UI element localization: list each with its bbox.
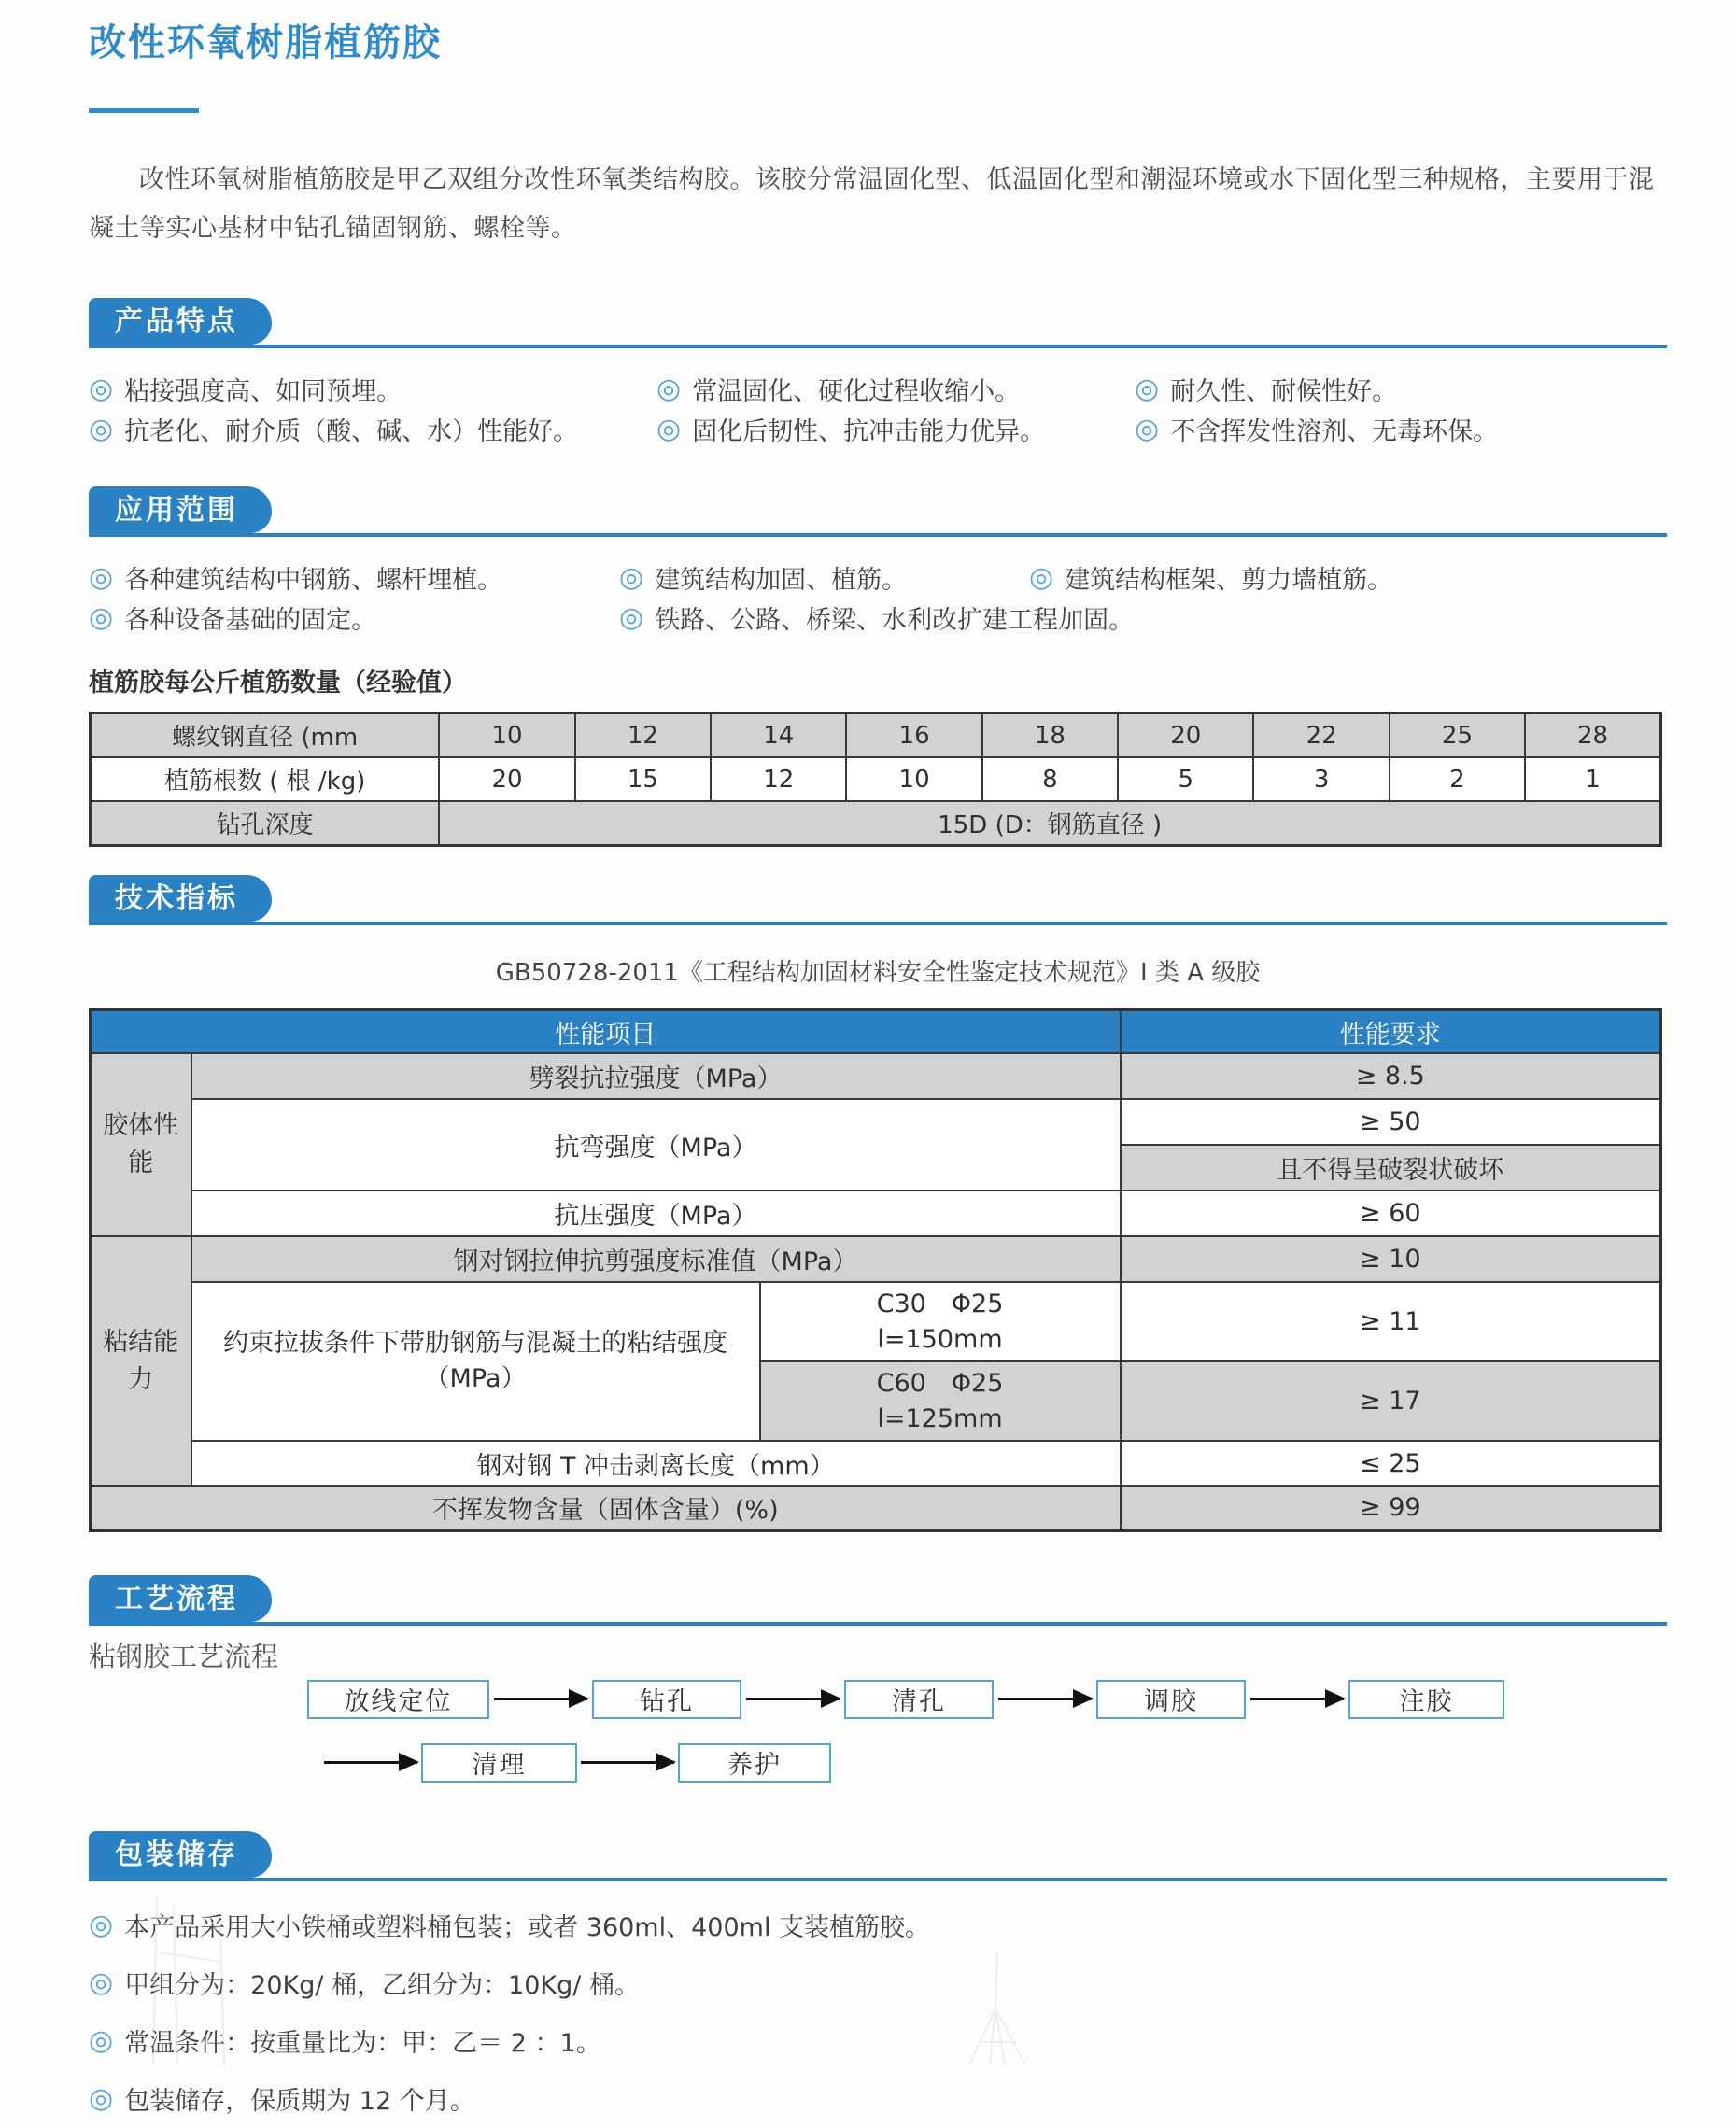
dosage-diameter: 12 [575,713,711,758]
dosage-depth-row [91,801,1661,846]
tech-row [91,1282,1661,1361]
feature-item [89,369,656,409]
dosage-diameter: 25 [1390,713,1525,758]
bullet-icon: ◎ [656,372,682,405]
feature-item-label: 固化后韧性、抗冲击能力优异。 [692,417,1046,446]
dosage-diameter: 10 [439,713,574,758]
intro-paragraph: 改性环氧树脂植筋胶是甲乙双组分改性环氧类结构胶。该胶分常温固化型、低温固化型和潮湿环境或水下固化型三种规格，主要用于混凝土等实心基材中钻孔锚固钢筋、螺栓等。 [89,165,1655,243]
application-item-label: 各种建筑结构中钢筋、螺杆埋植。 [124,566,503,595]
tech-req: ≥ 10 [1121,1236,1661,1282]
features-list [89,369,1667,449]
packaging-item [89,1954,1667,2012]
bullet-icon: ◎ [89,560,114,594]
feature-item [1135,369,1667,409]
page-title: 改性环氧树脂植筋胶 [89,21,442,64]
tech-item: 抗压强度（MPa） [191,1191,1121,1236]
flow-step-cleanup: 清理 [421,1743,577,1783]
dosage-diameter: 18 [982,713,1118,758]
arrow-right-icon [494,1698,587,1700]
applications-badge: 应用范围 [89,486,272,533]
applications-list [89,557,1667,638]
dosage-count: 1 [1525,757,1660,801]
packaging-item-label: 常温条件：按重量比为：甲：乙＝ 2 ：1。 [124,2029,601,2058]
tech-group-label: 胶体性能 [91,1053,191,1236]
tech-condition-line: C30 Φ25 [876,1289,1004,1318]
feature-item-label: 不含挥发性溶剂、无毒环保。 [1170,417,1499,446]
dosage-diameter: 28 [1525,713,1660,758]
dosage-diameter: 22 [1253,713,1389,758]
features-badge: 产品特点 [89,298,272,345]
tech-item [191,1282,760,1441]
dosage-count: 10 [846,757,981,801]
tech-req: ≥ 11 [1121,1282,1661,1361]
dosage-counts-row [91,757,1661,801]
packaging-list [89,1896,1667,2128]
dosage-count: 3 [1253,757,1389,801]
dosage-table [89,712,1662,847]
application-item-label: 建筑结构加固、植筋。 [655,566,908,595]
feature-item [656,369,1135,409]
arrow-right-icon [746,1698,840,1700]
packaging-badge: 包装储存 [89,1831,272,1878]
dosage-diameter: 16 [846,713,981,758]
tech-req: ≤ 25 [1121,1441,1661,1486]
bullet-icon: ◎ [619,560,644,594]
title-underline-dash [89,108,199,113]
arrow-right-icon [324,1761,417,1764]
flow-step-drill: 钻孔 [592,1680,741,1719]
tech-condition-line: l=150mm [877,1324,1003,1354]
feature-item [89,409,656,449]
section-header-applications [89,486,1667,537]
tech-row [91,1053,1661,1099]
tech-item: 钢对钢 T 冲击剥离长度（mm） [191,1441,1121,1486]
tech-row [91,1099,1661,1145]
feature-item [656,409,1135,449]
packaging-item [89,2012,1667,2070]
flow-step-curing: 养护 [678,1743,831,1783]
application-item [619,557,1029,598]
process-subtitle: 粘钢胶工艺流程 [89,1640,279,1672]
arrow-right-icon [1250,1698,1344,1700]
tech-row [91,1236,1661,1282]
feature-item [1135,409,1667,449]
dosage-row-label: 植筋根数 ( 根 /kg) [91,757,440,801]
arrow-right-icon [998,1698,1092,1700]
dosage-table-caption: 植筋胶每公斤植筋数量（经验值） [89,669,467,698]
tech-standard-caption: GB50728-2011《工程结构加固材料安全性鉴定技术规范》I 类 A 级胶 [495,959,1261,987]
application-item [619,598,1667,638]
dosage-diameter: 20 [1118,713,1253,758]
section-header-packaging [89,1831,1667,1881]
bullet-icon: ◎ [1135,372,1160,405]
tech-group-label: 粘结能力 [91,1236,191,1486]
section-header-features [89,298,1667,348]
tech-req: ≥ 50 [1121,1099,1661,1145]
tech-req-note: 且不得呈破裂状破坏 [1121,1145,1661,1191]
packaging-item [89,2070,1667,2128]
bullet-icon: ◎ [89,412,114,445]
tech-row [91,1441,1661,1486]
flow-step-layout: 放线定位 [307,1680,489,1719]
application-item [89,557,619,598]
feature-item-label: 常温固化、硬化过程收缩小。 [692,377,1021,406]
tech-col-req: 性能要求 [1121,1010,1661,1054]
flow-step-mix-glue: 调胶 [1096,1680,1246,1719]
bullet-icon: ◎ [619,600,644,634]
tech-item-line: 约束拉拔条件下带肋钢筋与混凝土的粘结强度 [223,1329,727,1358]
tech-item-line: （MPa） [424,1364,527,1393]
tech-item: 不挥发物含量（固体含量）(%) [91,1486,1121,1530]
tech-badge: 技术指标 [89,875,272,922]
dosage-count: 5 [1118,757,1253,801]
tech-row [91,1191,1661,1236]
bullet-icon: ◎ [656,412,682,445]
bullet-icon: ◎ [89,1966,114,1999]
bullet-icon: ◎ [89,600,114,634]
tech-header-row [91,1010,1661,1054]
dosage-row-label: 螺纹钢直径 (mm [91,713,440,758]
dosage-depth-value: 15D (D：钢筋直径 ) [439,801,1660,846]
process-flow-row-2 [320,1743,1667,1783]
process-flow-row-1 [307,1680,1667,1719]
tech-col-item: 性能项目 [91,1010,1121,1054]
application-item-label: 各种设备基础的固定。 [124,606,377,635]
packaging-item-label: 本产品采用大小铁桶或塑料桶包装；或者 360ml、400ml 支装植筋胶。 [124,1913,931,1942]
feature-item-label: 耐久性、耐候性好。 [1170,377,1398,406]
flow-step-clean-hole: 清孔 [844,1680,994,1719]
tech-condition [760,1361,1121,1441]
packaging-item-label: 甲组分为：20Kg/ 桶，乙组分为：10Kg/ 桶。 [124,1971,640,2000]
bullet-icon: ◎ [89,1908,114,1941]
bullet-icon: ◎ [1029,560,1054,594]
dosage-count: 2 [1390,757,1525,801]
tech-table [89,1008,1662,1532]
tech-item: 钢对钢拉伸抗剪强度标准值（MPa） [191,1236,1121,1282]
tech-item: 抗弯强度（MPa） [191,1099,1121,1191]
arrow-right-icon [581,1761,674,1764]
bullet-icon: ◎ [89,2023,114,2057]
bullet-icon: ◎ [89,2081,114,2115]
tech-row [91,1486,1661,1530]
dosage-count: 8 [982,757,1118,801]
dosage-count: 12 [711,757,846,801]
tech-req: ≥ 99 [1121,1486,1661,1530]
bullet-icon: ◎ [89,372,114,405]
feature-item-label: 粘接强度高、如同预埋。 [124,377,402,406]
tech-req: ≥ 17 [1121,1361,1661,1441]
tech-req: ≥ 60 [1121,1191,1661,1236]
tech-condition [760,1282,1121,1361]
tech-condition-line: C60 Φ25 [876,1368,1004,1398]
application-item-label: 铁路、公路、桥梁、水利改扩建工程加固。 [655,606,1135,635]
tech-req: ≥ 8.5 [1121,1053,1661,1099]
section-header-tech [89,875,1667,925]
dosage-header-row [91,713,1661,758]
tech-condition-line: l=125mm [877,1403,1003,1433]
packaging-item-label: 包装储存，保质期为 12 个月。 [124,2087,475,2116]
application-item-label: 建筑结构框架、剪力墙植筋。 [1065,566,1393,595]
tech-item: 劈裂抗拉强度（MPa） [191,1053,1121,1099]
section-header-process [89,1575,1667,1626]
dosage-count: 15 [575,757,711,801]
dosage-row-label: 钻孔深度 [91,801,440,846]
process-badge: 工艺流程 [89,1575,272,1622]
bullet-icon: ◎ [1135,412,1160,445]
packaging-item [89,1896,1667,1954]
feature-item-label: 抗老化、耐介质（酸、碱、水）性能好。 [124,417,579,446]
application-item [1029,557,1667,598]
application-item [89,598,619,638]
dosage-diameter: 14 [711,713,846,758]
dosage-count: 20 [439,757,574,801]
flow-step-inject-glue: 注胶 [1348,1680,1504,1719]
